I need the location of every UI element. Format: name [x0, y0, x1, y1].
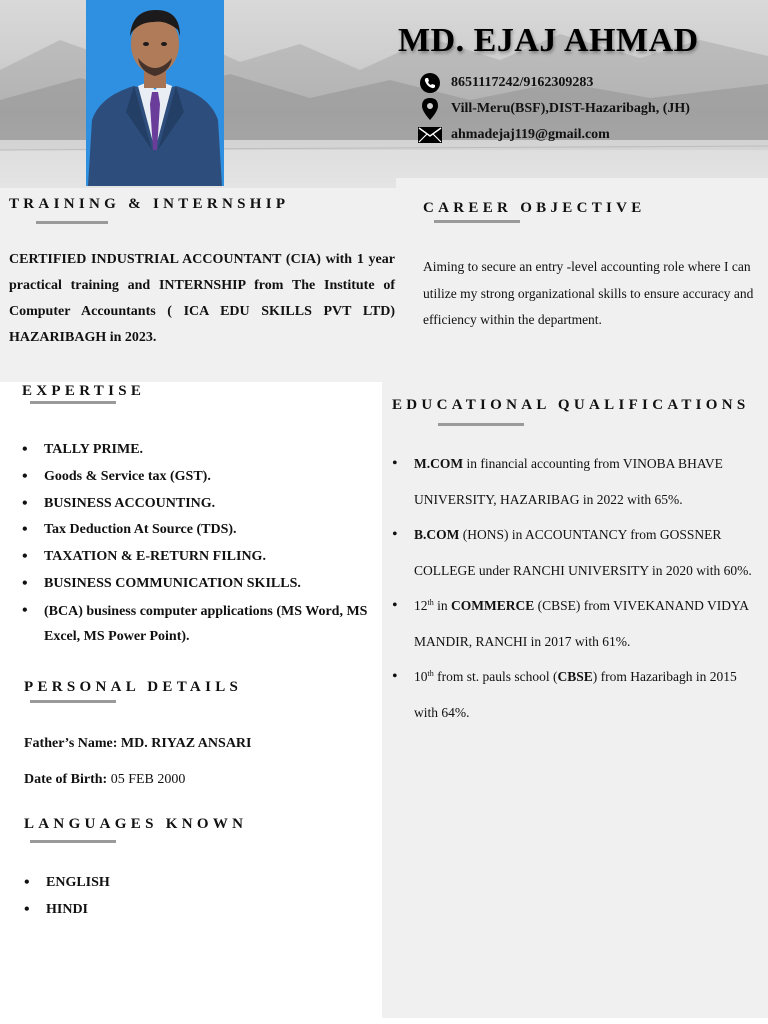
languages-heading: LANGUAGES KNOWN — [24, 816, 248, 832]
phone-icon — [418, 73, 442, 93]
heading-underline — [30, 840, 116, 843]
list-item: • (BCA) business computer applications (MS Word, MS Excel, MS Power Point). — [22, 598, 372, 649]
contact-phone — [418, 72, 593, 94]
list-item: • TAXATION & E-RETURN FILING. — [22, 544, 372, 571]
father-name: Father’s Name: MD. RIYAZ ANSARI — [24, 736, 252, 751]
heading-underline — [30, 700, 116, 703]
expertise-heading: EXPERTISE — [22, 383, 146, 399]
contact-address — [418, 98, 690, 120]
address-text: Vill-Meru(BSF),DIST-Hazaribagh, (JH) — [451, 101, 690, 116]
list-item: • 10th from st. pauls school (CBSE) from Hazaribagh in 2015 with 64%. — [392, 659, 762, 730]
career-heading: CAREER OBJECTIVE — [423, 200, 646, 216]
expertise-list — [22, 437, 372, 649]
list-item: • M.COM in financial accounting from VINOBA BHAVE UNIVERSITY, HAZARIBAG in 2022 with 65%. — [392, 446, 762, 517]
education-list — [392, 446, 762, 730]
list-item: • BUSINESS COMMUNICATION SKILLS. — [22, 571, 372, 598]
personal-heading: PERSONAL DETAILS — [24, 679, 243, 695]
contact-email — [418, 124, 610, 146]
heading-underline — [438, 423, 524, 426]
heading-underline — [434, 220, 520, 223]
list-item: • ENGLISH — [24, 869, 324, 896]
list-item: • HINDI — [24, 896, 324, 923]
list-item: • Goods & Service tax (GST). — [22, 464, 372, 491]
list-item: • 12th in COMMERCE (CBSE) from VIVEKANAND VIDYA MANDIR, RANCHI in 2017 with 61%. — [392, 588, 762, 659]
phone-text: 8651117242/9162309283 — [451, 75, 594, 90]
list-item: • B.COM (HONS) in ACCOUNTANCY from GOSSNER COLLEGE under RANCHI UNIVERSITY in 2020 with 60%. — [392, 517, 762, 588]
date-of-birth: Date of Birth: 05 FEB 2000 — [24, 772, 186, 787]
training-text: CERTIFIED INDUSTRIAL ACCOUNTANT (CIA) with 1 year practical training and INTERNSHIP from The Institute of Computer Accountants ( ICA EDU SKILLS PVT LTD) HAZARIBAGH in 2023. — [9, 252, 395, 345]
list-item: • TALLY PRIME. — [22, 437, 372, 464]
heading-underline — [36, 221, 108, 224]
header-banner — [0, 0, 768, 190]
heading-underline — [30, 401, 116, 404]
career-text: Aiming to secure an entry -level accounting role where I can utilize my strong organizational skills to ensure accuracy and efficiency within the department. — [423, 259, 754, 327]
profile-photo — [86, 0, 224, 186]
education-heading: EDUCATIONAL QUALIFICATIONS — [392, 397, 750, 413]
mail-icon — [418, 125, 442, 145]
location-pin-icon — [418, 99, 442, 119]
person-portrait-icon — [86, 0, 224, 186]
list-item: • BUSINESS ACCOUNTING. — [22, 491, 372, 518]
list-item: • Tax Deduction At Source (TDS). — [22, 517, 372, 544]
email-text[interactable]: ahmadejaj119@gmail.com — [451, 127, 610, 142]
candidate-name: MD. EJAJ AHMAD — [398, 22, 699, 59]
training-heading: TRAINING & INTERNSHIP — [9, 196, 290, 212]
languages-list — [24, 869, 324, 923]
